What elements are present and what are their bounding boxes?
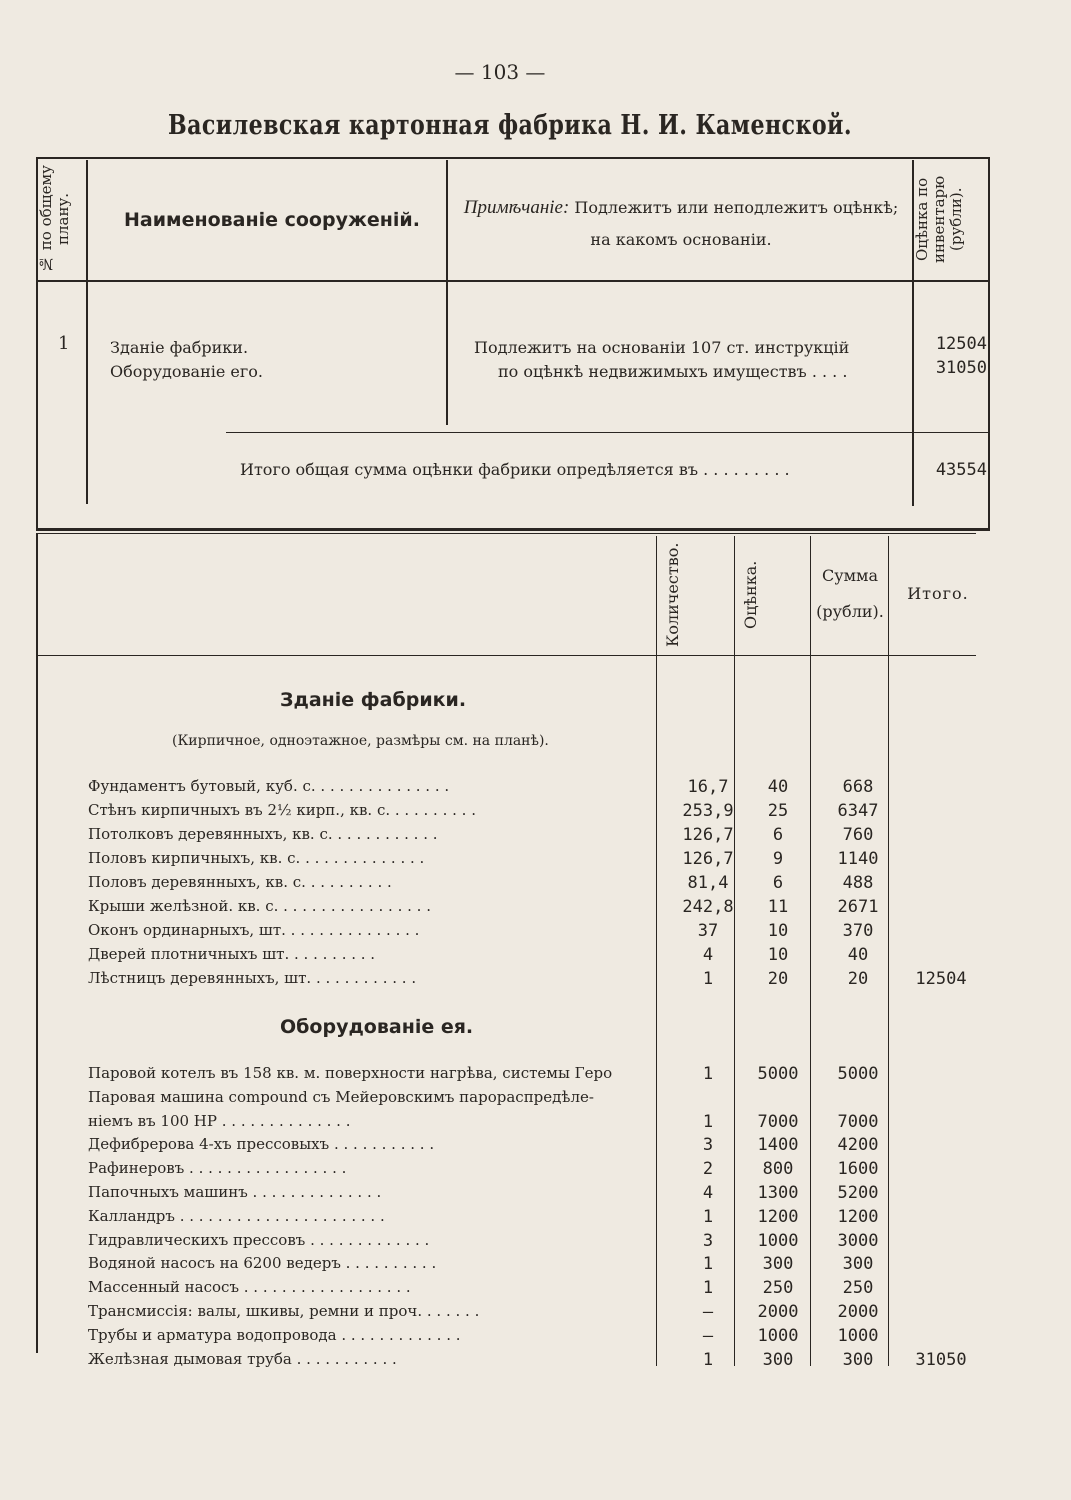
row-sum: 1600 xyxy=(837,1159,879,1180)
row-sum: 300 xyxy=(842,1254,874,1275)
row-label: ніемъ въ 100 HP . . . . . . . . . . . . . . xyxy=(88,1111,351,1130)
table-row xyxy=(88,825,978,849)
table-row xyxy=(88,849,978,873)
row-label: Желѣзная дымовая труба . . . . . . . . . . . xyxy=(88,1349,397,1368)
row-label: Половъ кирпичныхъ, кв. с. . . . . . . . . . . . . . xyxy=(88,849,425,867)
row-estimate: 1300 xyxy=(757,1183,799,1203)
table-row xyxy=(88,897,978,921)
top-table-col-divider-2 xyxy=(446,160,448,425)
total-value: 43554 xyxy=(935,460,987,480)
row-note-line-2: по оцѣнкѣ недвижимыхъ имуществъ . . . . xyxy=(498,362,848,381)
row-estimate: 11 xyxy=(767,897,789,917)
row-sum: 6347 xyxy=(837,801,879,821)
row-quantity: 242,8 xyxy=(682,897,734,917)
row-quantity: 1 xyxy=(702,1278,714,1299)
table-row xyxy=(88,1254,978,1278)
row-estimate: 1000 xyxy=(757,1325,799,1346)
row-estimate: 300 xyxy=(762,1254,794,1275)
row-estimate: 7000 xyxy=(757,1111,799,1132)
row-total: 31050 xyxy=(915,1349,967,1370)
row-sum: 300 xyxy=(842,1349,874,1370)
top-table-header-divider xyxy=(36,280,990,282)
header-sum-line-1: Сумма xyxy=(821,566,879,585)
row-label: Рафинеровъ . . . . . . . . . . . . . . . . . xyxy=(88,1159,347,1178)
row-quantity: 1 xyxy=(702,1206,714,1227)
section-heading-equipment: Оборудованіе ея. xyxy=(280,1016,474,1038)
row-sum: 250 xyxy=(842,1278,874,1299)
header-valuation: Оцѣнка по инвентарю (рубли). xyxy=(913,175,965,263)
table-row xyxy=(88,1112,978,1136)
row-estimate: 1400 xyxy=(757,1135,799,1156)
row-sum: 1140 xyxy=(837,849,879,869)
row-estimate: 40 xyxy=(767,777,789,797)
row-label: Водяной насосъ на 6200 ведеръ . . . . . . . . . . xyxy=(88,1254,437,1273)
header-structure-name: Наименованіе сооруженій. xyxy=(124,209,420,231)
row-number: 1 xyxy=(58,333,70,354)
row-sum: 5200 xyxy=(837,1183,879,1203)
row-sum: 370 xyxy=(842,921,874,941)
row-quantity: 126,7 xyxy=(682,825,734,845)
table-row xyxy=(88,777,978,801)
table-row xyxy=(88,873,978,897)
row-sum: 40 xyxy=(847,945,869,965)
row-estimate: 9 xyxy=(772,849,784,869)
row-sum: 2671 xyxy=(837,897,879,917)
table-row xyxy=(88,1088,978,1112)
row-sum: 7000 xyxy=(837,1111,879,1132)
row-sum: 4200 xyxy=(837,1135,879,1156)
row-estimate: 800 xyxy=(762,1159,794,1180)
row-sum: 3000 xyxy=(837,1230,879,1251)
row-quantity: 126,7 xyxy=(682,849,734,869)
row-label: Массенный насосъ . . . . . . . . . . . . . . . . . . xyxy=(88,1278,411,1297)
table-row xyxy=(88,801,978,825)
row-estimate: 1200 xyxy=(757,1206,799,1227)
row-sum: 2000 xyxy=(837,1302,879,1322)
table-row xyxy=(88,1135,978,1159)
table-row xyxy=(88,1064,978,1088)
row-label: Дефибрерова 4-хъ прессовыхъ . . . . . . . . . . . xyxy=(88,1135,435,1154)
row-value-equipment: 31050 xyxy=(935,358,987,378)
table-row xyxy=(88,1207,978,1231)
table-row xyxy=(88,1326,978,1350)
row-label: Паровая машина compound съ Мейеровскимъ парораспредѣле- xyxy=(88,1087,594,1106)
row-estimate: 25 xyxy=(767,801,789,821)
table-row xyxy=(88,1159,978,1183)
row-item-building: Зданіе фабрики. xyxy=(110,338,249,357)
row-label: Фундаментъ бутовый, куб. с. . . . . . . . . . . . . . . xyxy=(88,777,450,795)
row-sum: 5000 xyxy=(837,1064,879,1084)
row-estimate: 6 xyxy=(772,825,784,845)
row-label: Паровой котелъ въ 158 кв. м. поверхности нагрѣва, системы Геро xyxy=(88,1064,613,1082)
row-estimate: 6 xyxy=(772,873,784,893)
row-item-equipment: Оборудованіе его. xyxy=(110,362,263,381)
header-total: Итого. xyxy=(907,584,969,603)
row-label: Папочныхъ машинъ . . . . . . . . . . . . . . xyxy=(88,1183,382,1201)
row-estimate: 20 xyxy=(767,969,789,989)
top-table-border-bottom xyxy=(36,528,990,531)
page-title: Василевская картонная фабрика Н. И. Каменской. xyxy=(168,110,852,141)
row-sum: 20 xyxy=(847,969,869,989)
row-estimate: 250 xyxy=(762,1278,794,1299)
row-sum: 760 xyxy=(842,825,874,845)
row-quantity: 3 xyxy=(702,1230,714,1251)
table-row xyxy=(88,1183,978,1207)
row-label: Лѣстницъ деревянныхъ, шт. . . . . . . . . . . . xyxy=(88,969,417,987)
header-estimate: Оцѣнка. xyxy=(741,560,760,630)
row-label: Трансмиссія: валы, шкивы, ремни и проч. . . . . . . xyxy=(88,1302,480,1320)
table-row xyxy=(88,1231,978,1255)
row-quantity: 1 xyxy=(702,1064,714,1084)
row-quantity: 81,4 xyxy=(687,873,729,893)
row-quantity: 1 xyxy=(702,1349,714,1370)
row-label: Трубы и арматура водопровода . . . . . . . . . . . . . xyxy=(88,1325,461,1344)
header-note xyxy=(454,192,908,256)
building-subtitle: (Кирпичное, одноэтажное, размѣры см. на планѣ). xyxy=(172,733,549,749)
row-estimate: 10 xyxy=(767,921,789,941)
table-row xyxy=(88,969,978,993)
row-quantity: 4 xyxy=(702,1183,714,1203)
row-quantity: 1 xyxy=(702,1111,714,1132)
row-estimate: 10 xyxy=(767,945,789,965)
row-quantity: 37 xyxy=(697,921,719,941)
header-note-label: Примѣчаніе: xyxy=(463,197,570,218)
row-label: Гидравлическихъ прессовъ . . . . . . . . . . . . . xyxy=(88,1230,430,1249)
top-table-right-border xyxy=(988,157,990,531)
row-quantity: 16,7 xyxy=(687,777,729,797)
table-row xyxy=(88,1278,978,1302)
row-label: Стѣнъ кирпичныхъ въ 2½ кирп., кв. с. . . . . . . . . . xyxy=(88,801,476,819)
table-row xyxy=(88,1302,978,1326)
table-row xyxy=(88,945,978,969)
row-estimate: 1000 xyxy=(757,1230,799,1251)
row-quantity: 253,9 xyxy=(682,801,734,821)
row-label: Половъ деревянныхъ, кв. с. . . . . . . . . . xyxy=(88,873,392,891)
bottom-table-left-border xyxy=(36,533,38,1353)
row-value-building: 12504 xyxy=(935,334,987,354)
row-estimate: 300 xyxy=(762,1349,794,1370)
bottom-table-top-line xyxy=(36,533,976,534)
row-label: Оконъ ординарныхъ, шт. . . . . . . . . . . . . . . xyxy=(88,921,420,939)
table-row xyxy=(88,921,978,945)
page-number: — 103 — xyxy=(454,60,546,84)
row-quantity: — xyxy=(702,1325,714,1346)
row-sum: 1000 xyxy=(837,1325,879,1346)
row-quantity: 1 xyxy=(702,1254,714,1275)
row-quantity: 1 xyxy=(702,969,714,989)
header-note-text: Подлежитъ или неподлежитъ оцѣнкѣ; на какомъ основаніи. xyxy=(574,198,899,249)
header-plan-number: № по общему плану. xyxy=(37,165,72,273)
row-estimate: 5000 xyxy=(757,1064,799,1084)
row-quantity: — xyxy=(702,1302,714,1322)
header-sum xyxy=(812,558,888,630)
row-note-line-1: Подлежитъ на основаніи 107 ст. инструкцій xyxy=(474,338,850,357)
table-row xyxy=(88,1350,978,1374)
row-label: Крыши желѣзной. кв. с. . . . . . . . . . . . . . . . . xyxy=(88,897,431,915)
header-quantity: Количество. xyxy=(663,542,682,648)
top-table-col-divider-1 xyxy=(86,160,88,504)
row-total: 12504 xyxy=(915,969,967,989)
total-text: Итого общая сумма оцѣнки фабрики опредѣляется въ . . . . . . . . . xyxy=(240,460,790,479)
top-table-total-divider xyxy=(226,432,988,433)
bottom-table-header-divider xyxy=(36,655,976,656)
row-label: Калландръ . . . . . . . . . . . . . . . . . . . . . . xyxy=(88,1206,385,1225)
row-sum: 1200 xyxy=(837,1206,879,1227)
row-quantity: 3 xyxy=(702,1135,714,1156)
top-table-border-top xyxy=(36,157,990,159)
row-sum: 668 xyxy=(842,777,874,797)
row-quantity: 2 xyxy=(702,1159,714,1180)
header-sum-line-2: (рубли). xyxy=(816,602,884,621)
row-label: Потолковъ деревянныхъ, кв. с. . . . . . . . . . . . xyxy=(88,825,438,843)
row-sum: 488 xyxy=(842,873,874,893)
row-label: Дверей плотничныхъ шт. . . . . . . . . . xyxy=(88,945,376,963)
row-quantity: 4 xyxy=(702,945,714,965)
section-heading-building: Зданіе фабрики. xyxy=(280,689,467,711)
row-estimate: 2000 xyxy=(757,1302,799,1322)
